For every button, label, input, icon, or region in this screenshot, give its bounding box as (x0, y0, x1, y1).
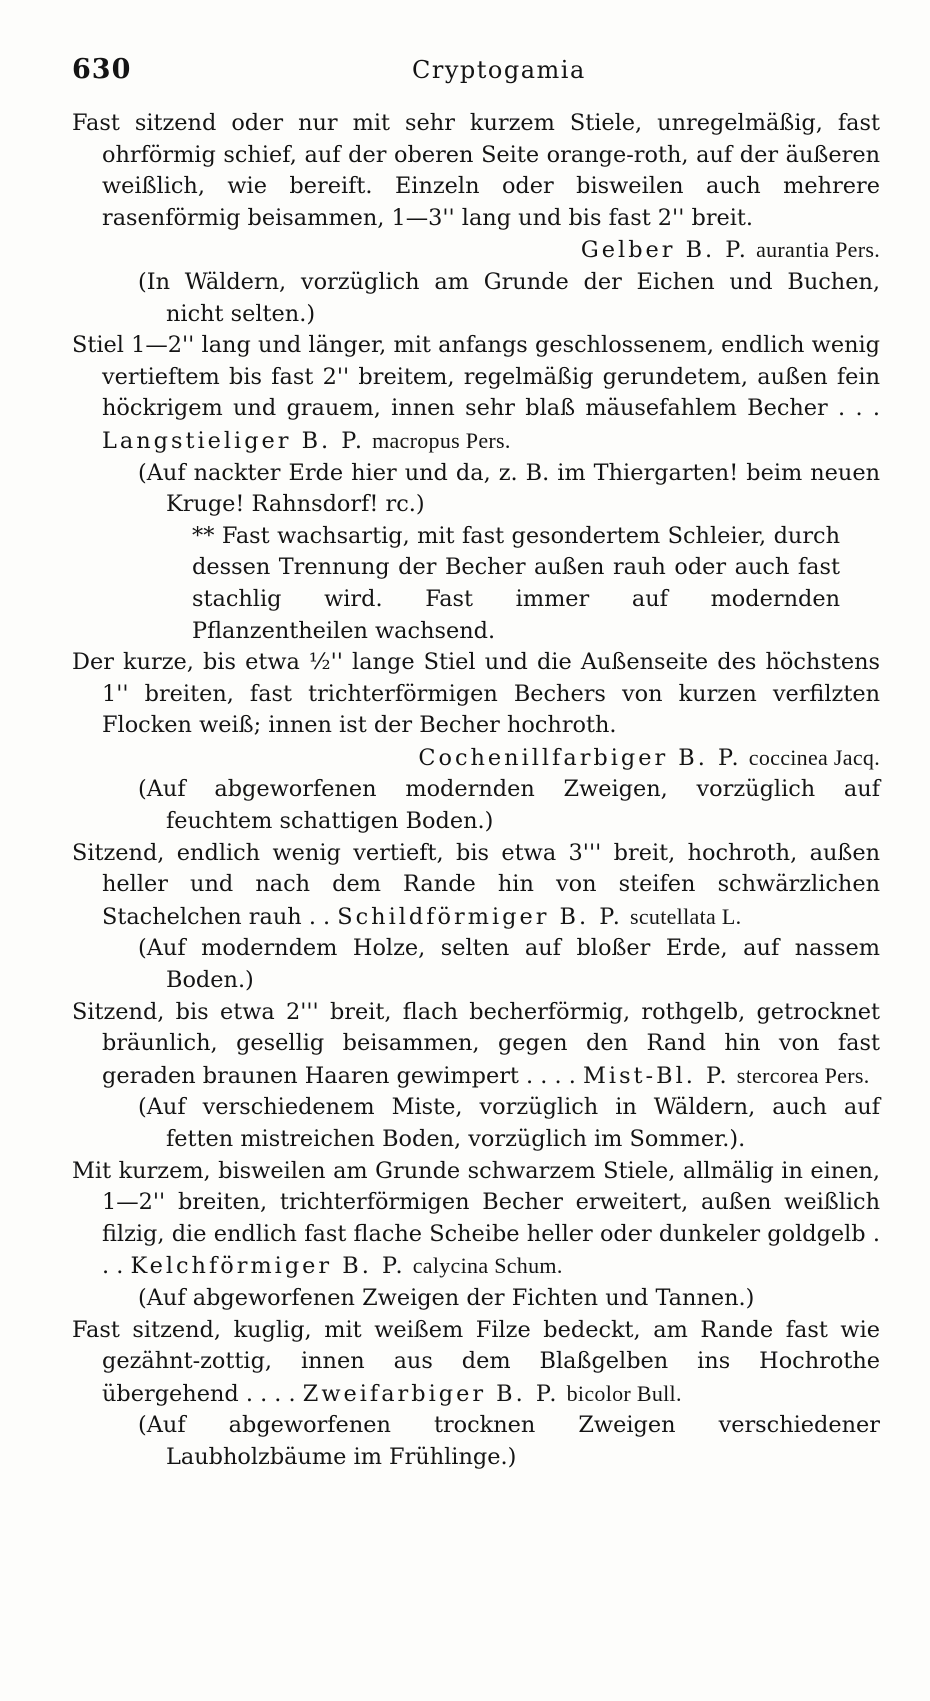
species-description-with-name (72, 1315, 880, 1411)
species-german-name: Gelber B. P. (580, 237, 749, 264)
species-description: Fast sitzend oder nur mit sehr kurzem Stiele, unregelmäßig, fast ohrförmig schief, auf der oberen Seite orange-roth, auf der äußeren weißlich, wie bereift. Einzeln oder bisweilen auch mehrere rasenförmig beisammen, 1—3'' lang und bis fast 2'' breit. (72, 110, 880, 231)
species-german-name: Cochenillfarbiger B. P. (418, 744, 742, 771)
species-description-with-name (72, 838, 880, 934)
species-description-with-name (72, 330, 880, 457)
section-separator: ** Fast wachsartig, mit fast gesondertem Schleier, durch dessen Trennung der Becher außen rauh oder auch fast stachlig wird. Fast immer auf modernden Pflanzentheilen wachsend. (192, 522, 840, 644)
species-entry-coccinea (72, 647, 880, 838)
species-description: Mit kurzem, bisweilen am Grunde schwarzem Stiele, allmälig in einen, 1—2'' breiten, trichterförmigen Becher erweitert, außen weißlich filzig, die endlich fast flache Scheibe heller oder dunkeler goldgelb (72, 1157, 880, 1247)
species-habitat: (Auf abgeworfenen trocknen Zweigen verschiedener Laubholzbäume im Frühlinge.) (138, 1412, 880, 1470)
page-header (72, 54, 882, 94)
species-latin-name: aurantia Pers. (756, 237, 880, 263)
species-habitat: (Auf verschiedenem Miste, vorzüglich in Wäldern, auch auf fetten mistreichen Boden, vorzüglich im Sommer.). (138, 1094, 880, 1152)
running-head: Cryptogamia (412, 56, 586, 84)
species-german-name: Mist-Bl. P. (582, 1062, 730, 1089)
species-name-line (72, 234, 880, 267)
species-description: Stiel 1—2'' lang und länger, mit anfangs geschlossenem, endlich wenig vertieftem bis fast 2'' breitem, regelmäßig gerundetem, außen fein höckrigem und grauem, innen sehr blaß mäusefahlem Becher (72, 332, 880, 422)
species-description-with-name (72, 1156, 880, 1283)
species-description: Sitzend, bis etwa 2''' breit, flach becherförmig, rothgelb, getrocknet bräunlich, gesellig beisammen, gegen den Rand hin von fast geraden braunen Haaren gewimpert (72, 998, 880, 1089)
species-entry-aurantia (72, 108, 880, 330)
species-entry-macropus (72, 330, 880, 521)
species-german-name: Zweifarbiger B. P. (302, 1380, 560, 1407)
species-habitat: (Auf abgeworfenen modernden Zweigen, vorzüglich auf feuchtem schattigen Boden.) (138, 776, 880, 835)
leader-dots: . . (301, 903, 338, 930)
species-description: Fast sitzend, kuglig, mit weißem Filze bedeckt, am Rande fast wie gezähnt-zottig, innen aus dem Blaßgelben ins Hochrothe übergehend (72, 1316, 880, 1407)
page-body (72, 108, 880, 1474)
species-latin-name: macropus Pers. (372, 427, 511, 453)
species-entry-calycina (72, 1156, 880, 1315)
leader-dots: . . . . (238, 1380, 303, 1407)
species-entry-scutellata (72, 838, 880, 997)
species-habitat: (Auf moderndem Holze, selten auf bloßer Erde, auf nassem Boden.) (138, 935, 880, 994)
species-german-name: Schildförmiger B. P. (337, 903, 623, 930)
species-description-with-name (72, 997, 880, 1093)
leader-dots: . . . (102, 1220, 880, 1280)
species-latin-name: calycina Schum. (412, 1253, 563, 1279)
species-latin-name: bicolor Bull. (566, 1380, 682, 1406)
species-habitat: (In Wäldern, vorzüglich am Grunde der Eichen und Buchen, nicht selten.) (138, 268, 880, 327)
species-habitat: (Auf abgeworfenen Zweigen der Fichten und Tannen.) (138, 1284, 755, 1311)
species-german-name: Langstieliger B. P. (102, 427, 365, 454)
species-description: Sitzend, endlich wenig vertieft, bis etwa 3''' breit, hochroth, außen heller und nach dem Rande hin von steifen schwärzlichen Stachelchen rauh (72, 839, 880, 930)
species-habitat: (Auf nackter Erde hier und da, z. B. im Thiergarten! beim neuen Kruge! Rahnsdorf! rc.) (138, 459, 880, 518)
page-number: 630 (72, 54, 132, 85)
species-name-line (72, 742, 880, 775)
species-description: Der kurze, bis etwa ½'' lange Stiel und die Außenseite des höchstens 1'' breiten, fast trichterförmigen Bechers von kurzen verfilzten Flocken weiß; innen ist der Becher hochroth. (72, 649, 880, 739)
leader-dots: . . . (827, 395, 880, 422)
species-german-name: Kelchförmiger B. P. (130, 1253, 406, 1280)
species-entry-stercorea (72, 997, 880, 1156)
leader-dots: . . . . (518, 1062, 583, 1089)
species-latin-name: scutellata L. (629, 903, 742, 929)
species-entry-bicolor (72, 1315, 880, 1474)
species-latin-name: coccinea Jacq. (748, 744, 880, 770)
species-latin-name: stercorea Pers. (736, 1062, 870, 1088)
